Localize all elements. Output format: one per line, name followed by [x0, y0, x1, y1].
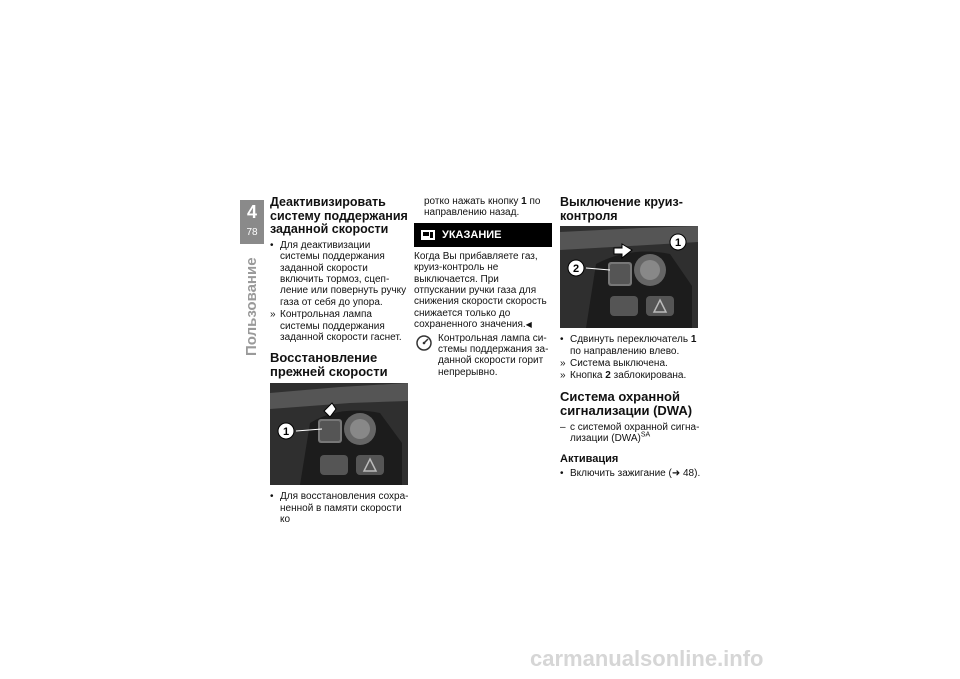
heading-restore-speed: Восстановление прежней скорости [270, 350, 388, 380]
heading-deactivate: Деактивизировать систему поддержания заданной скорости [270, 195, 408, 237]
cruise-switch-photo [560, 226, 698, 328]
watermark: carmanualsonline.info [530, 646, 764, 671]
page-number: 78 [246, 227, 258, 238]
notice-banner [414, 223, 552, 247]
chapter-number: 4 [246, 202, 257, 222]
notice-text: Когда Вы прибавляете газ, круиз-контроль не выключается. При отпускании ручки газа для снижения скорости скорость снижается только до сохраненного значения.◀ [414, 250, 547, 331]
list-item: • Для деактивизации системы поддержания заданной скорости включить тормоз, сцепление или повернуть ручку газа от себя до упора. [270, 239, 407, 308]
page-reference[interactable]: 48 [683, 467, 695, 479]
list-item: » Кнопка 2 заблокирована. [560, 370, 687, 382]
lamp-note: Контрольная лампа системы поддержания заданной скорости горит непрерывно. [414, 333, 552, 379]
list-item: – с системой охранной сигнализации (DWA)$^{SA}$ [560, 421, 700, 445]
heading-alarm-system: Система охранной сигнализации (DWA) [560, 388, 693, 418]
paragraph: ротко нажать кнопку 1 по направлению назад. [424, 196, 541, 219]
column-3 [560, 196, 702, 480]
speedometer-icon [414, 333, 434, 353]
notice-title: УКАЗАНИЕ [442, 228, 502, 241]
list-item: • Сдвинуть переключатель 1 по направлению влево. [560, 334, 697, 357]
notice-icon [420, 227, 436, 243]
column-1 [270, 196, 410, 527]
handlebar-switch-photo [270, 383, 408, 485]
heading-cruise-off: Выключение круиз-контроля [560, 195, 683, 223]
list-item: • Включить зажигание (➜ 48). [560, 467, 701, 479]
callout-label-2: 2 [572, 263, 580, 276]
callout-label: 1 [282, 426, 290, 439]
list-item: » Система выключена. [560, 358, 668, 369]
callout-label-1: 1 [674, 237, 682, 250]
list-item: » Контрольная лампа системы поддержания заданной скорости гаснет. [270, 309, 402, 344]
page-reference-icon: ➜ [671, 467, 681, 479]
chapter-side-label: Пользование [243, 257, 260, 356]
heading-activation: Активация [560, 452, 619, 465]
list-item: • Для восстановления сохраненной в памяти скорости ко [270, 491, 409, 526]
column-2 [414, 196, 552, 378]
